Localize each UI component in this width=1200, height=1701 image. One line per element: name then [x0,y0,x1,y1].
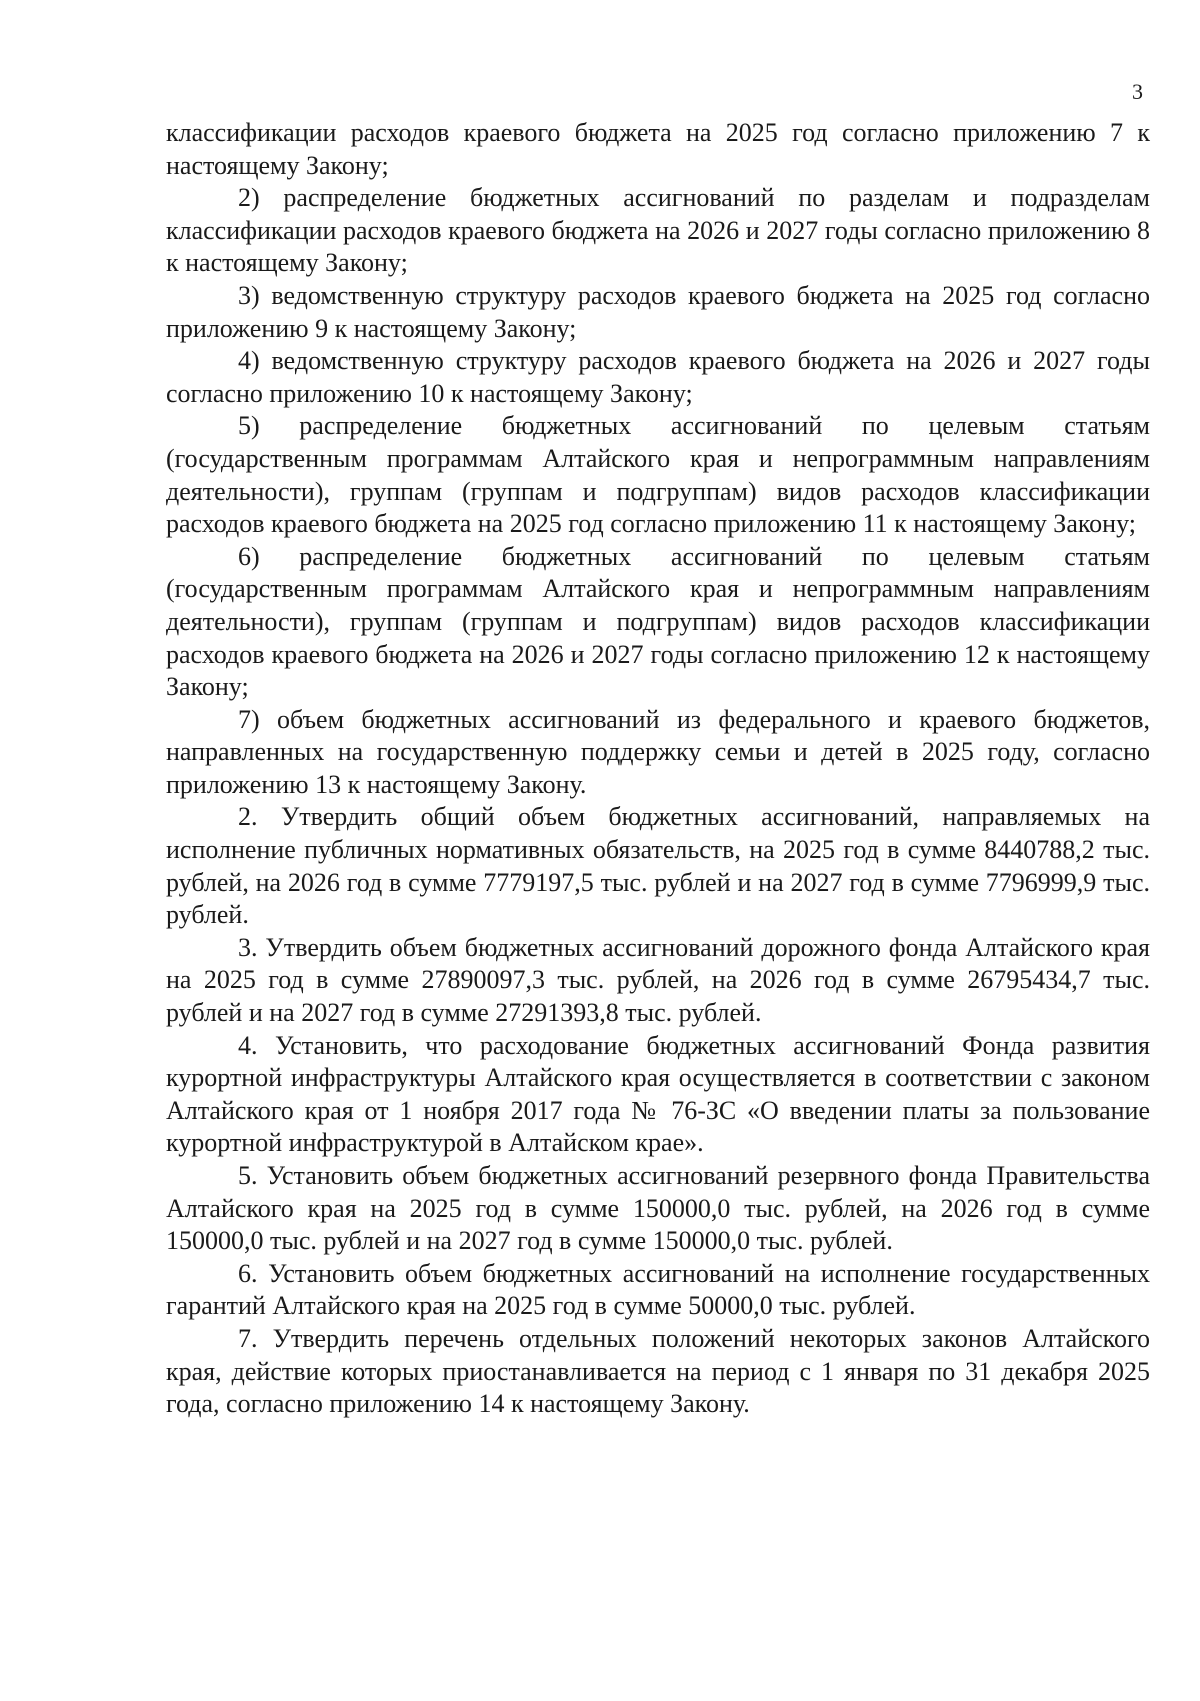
paragraph-continuation: классификации расходов краевого бюджета на 2025 год согласно приложению 7 к настоящему Закону; [166,118,1150,180]
document-body [166,117,1150,1421]
list-item-3: 3) ведомственную структуру расходов краевого бюджета на 2025 год согласно приложению 9 к настоящему Закону; [166,280,1150,343]
clause-4: 4. Установить, что расходование бюджетных ассигнований Фонда развития курортной инфраструктуры Алтайского края осуществляется в соответствии с законом Алтайского края от 1 ноября 2017 года № 76-ЗС «О введении платы за пользование курортной инфраструктурой в Алтайском крае». [166,1030,1150,1158]
list-item-5: 5) распределение бюджетных ассигнований по целевым статьям (государственным программам Алтайского края и непрограммным направлениям деятельности), группам (группам и подгруппам) видов расходов классификации расходов краевого бюджета на 2025 год согласно приложению 11 к настоящему Закону; [166,411,1150,539]
clause-6: 6. Установить объем бюджетных ассигнований на исполнение государственных гарантий Алтайского края на 2025 год в сумме 50000,0 тыс. рублей. [166,1258,1150,1321]
clause-7: 7. Утвердить перечень отдельных положений некоторых законов Алтайского края, действие которых приостанавливается на период с 1 января по 31 декабря 2025 года, согласно приложению 14 к настоящему Закону. [166,1323,1150,1419]
page-number: 3 [1132,79,1143,104]
list-item-7: 7) объем бюджетных ассигнований из федерального и краевого бюджетов, направленных на государственную поддержку семьи и детей в 2025 году, согласно приложению 13 к настоящему Закону. [166,704,1150,799]
clause-5: 5. Установить объем бюджетных ассигнований резервного фонда Правительства Алтайского края на 2025 год в сумме 150000,0 тыс. рублей, на 2026 год в сумме 150000,0 тыс. рублей и на 2027 год в сумме 150000,0 тыс. рублей. [166,1161,1150,1256]
clause-3: 3. Утвердить объем бюджетных ассигнований дорожного фонда Алтайского края на 2025 год в сумме 27890097,3 тыс. рублей, на 2026 год в сумме 26795434,7 тыс. рублей и на 2027 год в сумме 27291393,8 тыс. рублей. [166,932,1150,1028]
list-item-4: 4) ведомственную структуру расходов краевого бюджета на 2026 и 2027 годы согласно приложению 10 к настоящему Закону; [166,346,1150,408]
list-item-6: 6) распределение бюджетных ассигнований по целевым статьям (государственным программам Алтайского края и непрограммным направлениям деятельности), группам (группам и подгруппам) видов расходов классификации расходов краевого бюджета на 2026 и 2027 годы согласно приложению 12 к настоящему Закону; [166,541,1150,702]
clause-2: 2. Утвердить общий объем бюджетных ассигнований, направляемых на исполнение публичных нормативных обязательств, на 2025 год в сумме 8440788,2 тыс. рублей, на 2026 год в сумме 7779197,5 тыс. рублей и на 2027 год в сумме 7796999,9 тыс. рублей. [166,802,1150,930]
list-item-2: 2) распределение бюджетных ассигнований по разделам и подразделам классификации расходов краевого бюджета на 2026 и 2027 годы согласно приложению 8 к настоящему Закону; [166,183,1150,278]
